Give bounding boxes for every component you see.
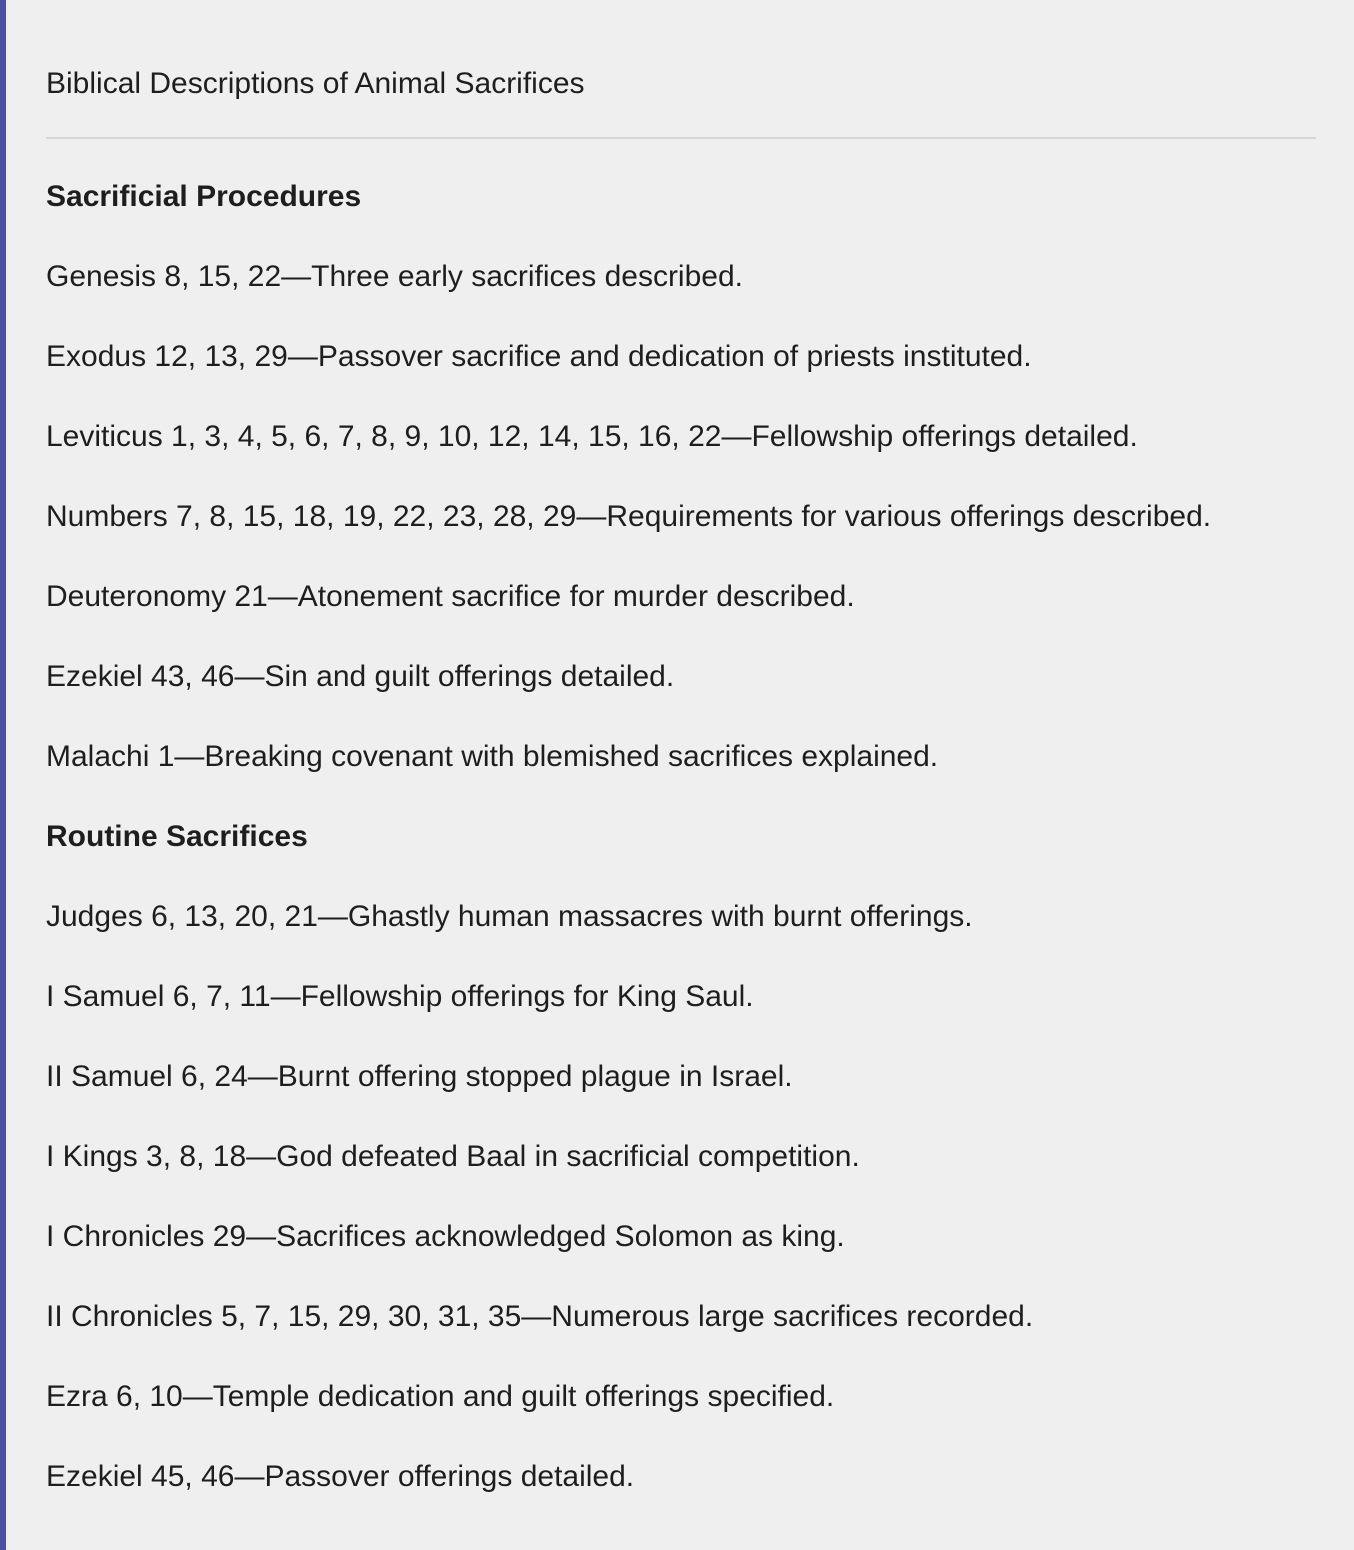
list-item: I Chronicles 29—Sacrifices acknowledged Solomon as king. xyxy=(46,1220,845,1253)
left-accent-bar xyxy=(0,0,6,1550)
section-heading-sacrificial-procedures: Sacrificial Procedures xyxy=(46,180,362,213)
list-item: Leviticus 1, 3, 4, 5, 6, 7, 8, 9, 10, 12, 14, 15, 16, 22—Fellowship offerings detailed. xyxy=(46,420,1138,453)
list-item: II Samuel 6, 24—Burnt offering stopped plague in Israel. xyxy=(46,1060,793,1093)
list-item: Deuteronomy 21—Atonement sacrifice for murder described. xyxy=(46,580,855,613)
page-title: Biblical Descriptions of Animal Sacrifices xyxy=(46,67,585,100)
list-item: Ezra 6, 10—Temple dedication and guilt offerings specified. xyxy=(46,1380,835,1413)
list-item: I Kings 3, 8, 18—God defeated Baal in sacrificial competition. xyxy=(46,1140,860,1173)
list-item: Exodus 12, 13, 29—Passover sacrifice and dedication of priests instituted. xyxy=(46,340,1032,373)
list-item: Ezekiel 45, 46—Passover offerings detailed. xyxy=(46,1460,635,1493)
title-divider xyxy=(46,137,1316,139)
list-item: Ezekiel 43, 46—Sin and guilt offerings detailed. xyxy=(46,660,675,693)
list-item: Malachi 1—Breaking covenant with blemished sacrifices explained. xyxy=(46,740,939,773)
list-item: I Samuel 6, 7, 11—Fellowship offerings for King Saul. xyxy=(46,980,754,1013)
section-heading-routine-sacrifices: Routine Sacrifices xyxy=(46,820,308,853)
list-item: II Chronicles 5, 7, 15, 29, 30, 31, 35—Numerous large sacrifices recorded. xyxy=(46,1300,1034,1333)
list-item: Genesis 8, 15, 22—Three early sacrifices described. xyxy=(46,260,743,293)
list-item: Numbers 7, 8, 15, 18, 19, 22, 23, 28, 29—Requirements for various offerings described. xyxy=(46,500,1212,533)
list-item: Judges 6, 13, 20, 21—Ghastly human massacres with burnt offerings. xyxy=(46,900,973,933)
